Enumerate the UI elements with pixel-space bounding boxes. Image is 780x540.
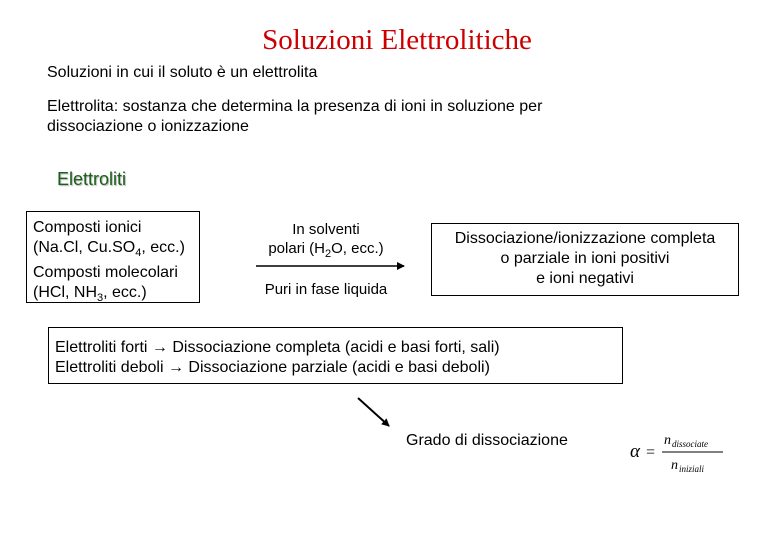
definition-line-2: dissociazione o ionizzazione: [47, 118, 249, 135]
numerator-subscript: dissociate: [672, 439, 708, 449]
dissociation-result-box: [431, 223, 739, 296]
molecular-compounds-label: Composti molecolari: [33, 264, 178, 282]
alpha-symbol: α: [630, 441, 640, 462]
pure-liquid-condition: Puri in fase liquida: [264, 281, 388, 298]
polar-solvents-line-2: polari ($H_2O$, ecc.): [268, 240, 384, 260]
ionic-compounds-label: Composti ionici: [33, 219, 142, 236]
electrolyte-types-box: [48, 327, 623, 384]
electrolytes-heading: Elettroliti: [57, 169, 127, 189]
result-line-2: o parziale in ioni positivi: [500, 250, 670, 267]
intro-text: Soluzioni in cui il soluto è un elettrolita: [47, 64, 318, 81]
result-line-3: e ioni negativi: [536, 270, 634, 287]
page-title: Soluzioni Elettrolitiche: [262, 24, 532, 56]
formula-svg: [626, 428, 736, 478]
numerator-n: n: [664, 433, 671, 448]
molecular-compounds-examples: (HCl, $NH_3$, ecc.): [33, 284, 147, 305]
ionic-compounds-examples: (Na.Cl, $Cu.SO_4$, ecc.): [33, 239, 185, 260]
result-line-1: Dissociazione/ionizzazione completa: [454, 230, 716, 247]
diagonal-arrow-icon: [358, 398, 389, 426]
equals-sign: =: [646, 444, 656, 461]
denominator-subscript: iniziali: [679, 464, 705, 474]
strong-electrolytes-row: Elettroliti forti → Dissociazione completa (acidi e basi forti, sali): [55, 339, 500, 356]
definition-line-1: Elettrolita: sostanza che determina la presenza di ioni in soluzione per: [47, 98, 543, 115]
dissociation-degree-label: Grado di dissociazione: [406, 432, 568, 449]
polar-solvents-line-1: In solventi: [292, 221, 360, 238]
right-arrow-icon: →: [151, 339, 168, 356]
denominator-n: n: [671, 458, 678, 473]
weak-electrolytes-row: Elettroliti deboli → Dissociazione parziale (acidi e basi deboli): [55, 359, 490, 376]
dissociation-formula: [626, 428, 736, 483]
right-arrow-icon: →: [167, 359, 184, 376]
